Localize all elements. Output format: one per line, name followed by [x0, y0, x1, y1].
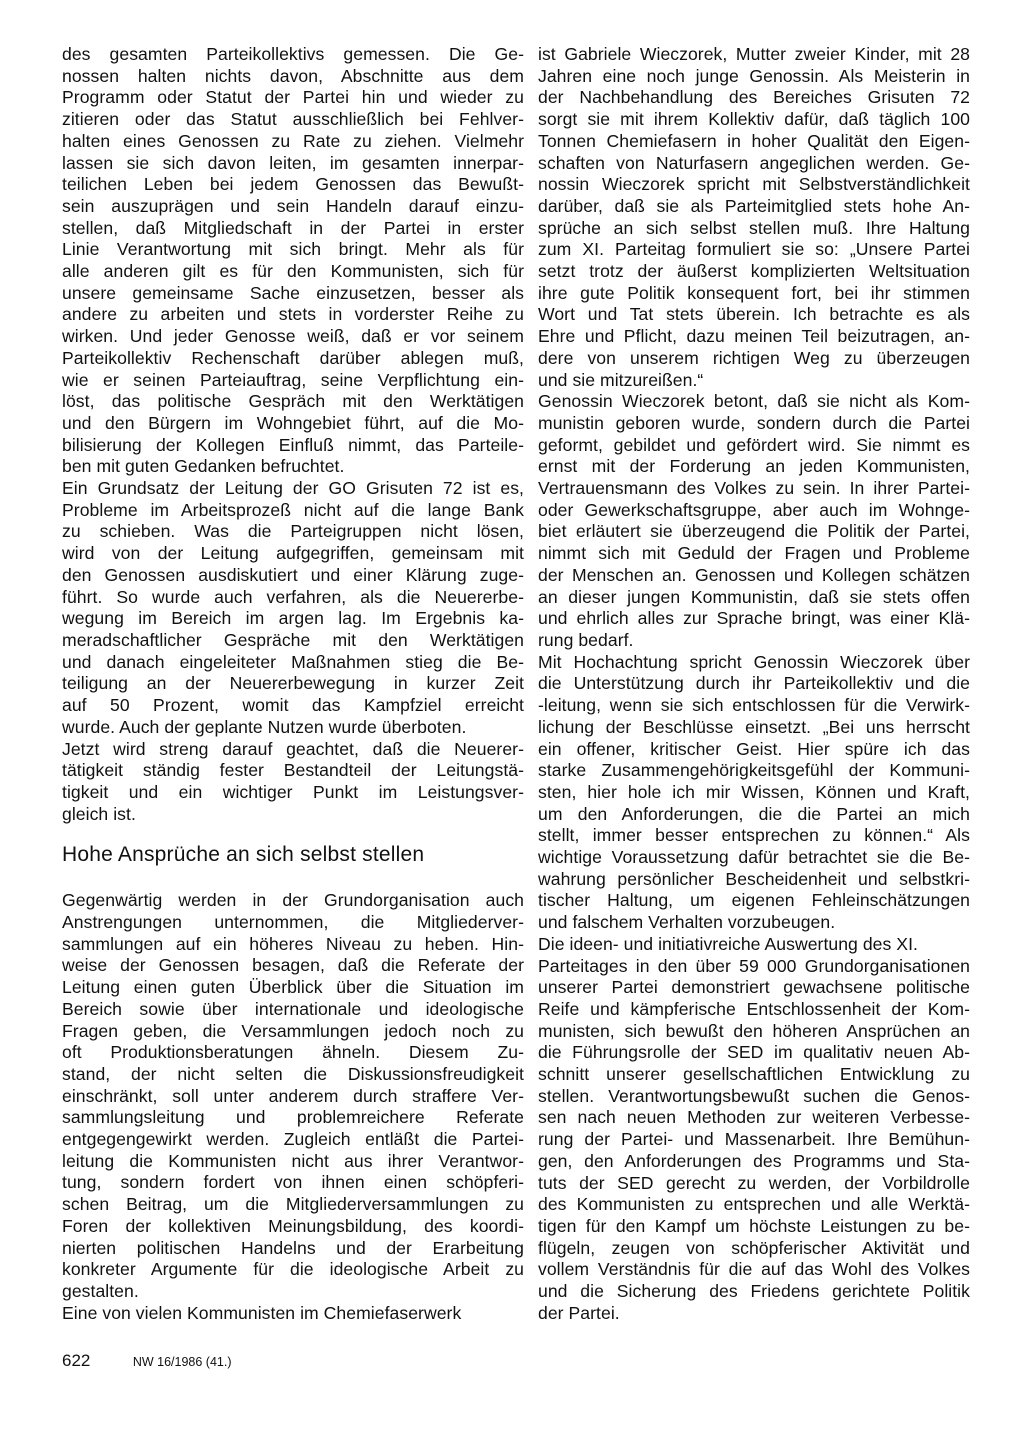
text-line: sprüche an sich selbst stellen muß. Ihre Haltung: [538, 217, 970, 238]
text-line: -leitung, wenn sie sich entschlossen für die Verwirk-: [538, 695, 970, 716]
text-line: munistin geboren wurde, sondern durch die Partei: [538, 412, 970, 433]
text-line: Fragen geben, die Versammlungen jedoch noch zu: [62, 1020, 524, 1041]
text-line: entgegengewirkt werden. Zugleich entläßt die Partei-: [62, 1129, 524, 1150]
text-line: starke Zusammengehörigkeitsgefühl der Kommuni-: [538, 760, 970, 781]
text-line: sen nach neuen Methoden zur weiteren Verbesse-: [538, 1107, 970, 1128]
section-heading: Hohe Ansprüche an sich selbst stellen: [62, 843, 425, 867]
text-line: dere von unserem richtigen Weg zu überzeugen: [538, 347, 970, 368]
text-line: den Genossen ausdiskutiert und einer Klärung zuge-: [62, 564, 524, 585]
text-line: andere zu arbeiten und stets in vorderster Reihe zu: [62, 304, 524, 325]
text-line: gen, den Anforderungen des Programms und Sta-: [538, 1150, 970, 1171]
text-line: darüber, daß sie als Parteimitglied stets hohe An-: [538, 195, 970, 216]
text-line: oder Gewerkschaftsgruppe, aber auch im Wohnge-: [538, 499, 970, 520]
text-line: Die ideen- und initiativreiche Auswertung des XI.: [538, 933, 918, 954]
text-line: zu schieben. Was die Parteigruppen nicht lösen,: [62, 521, 524, 542]
text-line: tätigkeit ständig fester Bestandteil der Leitungstä-: [62, 760, 524, 781]
text-line: Genossin Wieczorek betont, daß sie nicht als Kom-: [538, 391, 970, 412]
text-line: Parteikollektiv Rechenschaft darüber ablegen muß,: [62, 347, 524, 368]
text-line: teiligung an der Neuererbewegung in kurzer Zeit: [62, 673, 524, 694]
text-line: stand, der nicht selten die Diskussionsfreudigkeit: [62, 1063, 524, 1084]
text-line: einschränkt, soll unter anderem durch straffere Ver-: [62, 1085, 524, 1106]
text-line: oft Produktionsberatungen ähneln. Diesem Zu-: [62, 1042, 524, 1063]
text-line: ein offener, kritischer Geist. Hier spüre ich das: [538, 738, 970, 759]
text-line: munisten, sich bewußt den höheren Ansprüchen an: [538, 1020, 970, 1041]
text-line: an dieser jungen Kommunistin, daß sie stets offen: [538, 586, 970, 607]
text-line: Reife und kämpferische Entschlossenheit der Kom-: [538, 998, 970, 1019]
text-line: ist Gabriele Wieczorek, Mutter zweier Kinder, mit 28: [538, 44, 970, 64]
text-line: unserer Partei demonstriert gewachsene politische: [538, 977, 970, 998]
text-line: Ehre und Pflicht, dazu meinen Teil beizutragen, an-: [538, 326, 970, 347]
text-line: wird von der Leitung aufgegriffen, gemeinsam mit: [62, 543, 524, 564]
text-line: sein auszuprägen und sein Handeln darauf einzu-: [62, 195, 524, 216]
text-line: Leitung einen guten Überblick über die Situation im: [62, 977, 524, 998]
text-line: nimmt sich mit Geduld der Fragen und Probleme: [538, 543, 970, 564]
text-line: Jahren eine noch junge Genossin. Als Meisterin in: [538, 65, 970, 86]
text-line: der Menschen an. Genossen und Kollegen schätzen: [538, 564, 970, 585]
text-line: und falschem Verhalten vorzubeugen.: [538, 912, 836, 933]
text-line: sammlungen auf ein höheres Niveau zu heben. Hin-: [62, 933, 524, 954]
text-line: schen Beitrag, um die Mitgliederversammlungen zu: [62, 1194, 524, 1215]
text-line: des Kommunisten zu entsprechen und alle Werktä-: [538, 1194, 970, 1215]
text-line: weise der Genossen besagen, daß die Referate der: [62, 955, 524, 976]
text-line: setzt trotz der äußerst komplizierten Weltsituation: [538, 261, 970, 282]
left-column: [62, 44, 524, 1324]
text-line: die Unterstützung durch ihr Parteikollektiv und die: [538, 673, 970, 694]
text-line: vollem Verständnis für die auf das Wohl des Volkes: [538, 1259, 970, 1280]
left-text-block-2: [62, 890, 524, 1324]
text-line: tung, sondern fordert von ihnen einen schöpferi-: [62, 1172, 524, 1193]
text-line: ihre gute Politik konsequent fort, bei ihr stimmen: [538, 282, 970, 303]
text-line: konkreter Argumente für die ideologische Arbeit zu: [62, 1259, 524, 1280]
text-line: zum XI. Parteitag formuliert sie so: „Unsere Partei: [538, 239, 970, 260]
text-line: halten eines Genossen zu Rate zu ziehen. Vielmehr: [62, 130, 524, 151]
text-line: nossin Wieczorek spricht mit Selbstverständlichkeit: [538, 174, 970, 195]
text-line: tischer Haltung, um eigenen Fehleinschätzungen: [538, 890, 970, 911]
text-line: tuts der SED gerecht zu werden, der Vorbildrolle: [538, 1172, 970, 1193]
text-line: wurde. Auch der geplante Nutzen wurde überboten.: [62, 716, 467, 737]
text-line: bilisierung der Kollegen Einfluß nimmt, das Parteile-: [62, 434, 524, 455]
text-line: tigkeit und ein wichtiger Punkt im Leistungsver-: [62, 781, 524, 802]
left-text-block-1: [62, 44, 524, 825]
text-line: alle anderen gilt es für den Kommunisten, sich für: [62, 261, 524, 282]
text-line: flügeln, zeugen von schöpferischer Aktivität und: [538, 1237, 970, 1258]
right-text-block: [538, 44, 970, 1324]
text-line: Vertrauensmann des Volkes zu sein. In ihrer Partei-: [538, 478, 970, 499]
text-line: geformt, gebildet und gefördert wird. Sie nimmt es: [538, 434, 970, 455]
text-line: wirken. Und jeder Genosse weiß, daß er vor seinem: [62, 326, 524, 347]
text-line: Ein Grundsatz der Leitung der GO Grisuten 72 ist es,: [62, 478, 524, 499]
text-line: ben mit guten Gedanken befruchtet.: [62, 456, 345, 477]
text-line: Jetzt wird streng darauf geachtet, daß die Neuerer-: [62, 738, 524, 759]
text-line: um den Anforderungen, die die Partei an mich: [538, 803, 970, 824]
text-line: meradschaftlicher Gespräche mit den Werktätigen: [62, 629, 524, 650]
text-line: löst, das politische Gespräch mit den Werktätigen: [62, 391, 524, 412]
right-column: [538, 44, 970, 1324]
text-line: rung bedarf.: [538, 629, 634, 650]
text-line: Probleme im Arbeitsprozeß nicht auf die lange Bank: [62, 499, 524, 520]
text-line: Gegenwärtig werden in der Grundorganisation auch: [62, 890, 524, 911]
text-line: Linie Verantwortung mit sich bringt. Mehr als für: [62, 239, 524, 260]
text-line: der Nachbehandlung des Bereiches Grisuten 72: [538, 87, 970, 108]
text-line: führt. So wurde auch verfahren, als die Neuererbe-: [62, 586, 524, 607]
text-line: leitung die Kommunisten nicht aus ihrer Verantwor-: [62, 1150, 524, 1171]
text-line: stellen, daß Mitgliedschaft in der Partei in erster: [62, 217, 524, 238]
text-line: und ehrlich alles zur Sprache bringt, was einer Klä-: [538, 608, 970, 629]
text-line: schnitt unserer gesellschaftlichen Entwicklung zu: [538, 1064, 970, 1085]
page-number: 622: [62, 1351, 91, 1370]
text-line: Programm oder Statut der Partei hin und wieder zu: [62, 87, 524, 108]
text-line: nierten politischen Handelns und der Erarbeitung: [62, 1237, 524, 1258]
text-line: und den Bürgern im Wohngebiet führt, auf die Mo-: [62, 412, 524, 433]
text-line: auf 50 Prozent, womit das Kampfziel erreicht: [62, 695, 524, 716]
text-line: die Führungsrolle der SED im qualitativ neuen Ab-: [538, 1042, 970, 1063]
text-line: stellen. Verantwortungsbewußt suchen die Genos-: [538, 1085, 970, 1106]
text-line: des gesamten Parteikollektivs gemessen. Die Ge-: [62, 44, 524, 64]
text-line: teilichen Leben bei jedem Genossen das Bewußt-: [62, 174, 524, 195]
text-line: lassen sie sich davon leiten, im gesamten innerpar-: [62, 152, 524, 173]
text-line: wie er seinen Parteiauftrag, seine Verpflichtung ein-: [62, 369, 524, 390]
text-line: unsere gemeinsame Sache einzusetzen, besser als: [62, 282, 524, 303]
text-line: Tonnen Chemiefasern in hoher Qualität den Eigen-: [538, 130, 970, 151]
text-line: Anstrengungen unternommen, die Mitgliederver-: [62, 912, 524, 933]
text-line: der Partei.: [538, 1302, 620, 1323]
text-line: und danach eingeleiteter Maßnahmen stieg die Be-: [62, 651, 524, 672]
text-line: sorgt sie mit ihrem Kollektiv dafür, daß täglich 100: [538, 109, 970, 130]
text-line: Parteitages in den über 59 000 Grundorganisationen: [538, 955, 970, 976]
text-line: wahrung persönlicher Bescheidenheit und selbstkri-: [538, 868, 970, 889]
text-line: und sie mitzureißen.“: [538, 369, 704, 390]
text-line: biet erläutert sie überzeugend die Politik der Partei,: [538, 521, 970, 542]
text-line: rung der Partei- und Massenarbeit. Ihre Bemühun-: [538, 1129, 970, 1150]
text-line: zitieren oder das Statut ausschließlich bei Fehlver-: [62, 109, 524, 130]
text-line: sammlungsleitung und problemreichere Referate: [62, 1107, 524, 1128]
text-line: und die Sicherung des Friedens gerichtete Politik: [538, 1281, 970, 1302]
text-line: gleich ist.: [62, 803, 136, 824]
text-line: Foren der kollektiven Meinungsbildung, des koordi-: [62, 1215, 524, 1236]
text-line: sten, hier hole ich mir Wissen, Können und Kraft,: [538, 781, 970, 802]
text-line: stellt, immer besser entsprechen zu können.“ Als: [538, 825, 970, 846]
text-line: Mit Hochachtung spricht Genossin Wieczorek über: [538, 651, 970, 672]
text-line: schaften von Naturfasern angeglichen werden. Ge-: [538, 152, 970, 173]
text-line: ernst mit der Forderung an jeden Kommunisten,: [538, 456, 970, 477]
text-line: gestalten.: [62, 1280, 139, 1301]
text-line: nossen halten nichts davon, Abschnitte aus dem: [62, 65, 524, 86]
text-line: Bereich sowie über internationale und ideologische: [62, 998, 524, 1019]
text-line: lichung der Beschlüsse einsetzt. „Bei uns herrscht: [538, 716, 970, 737]
text-line: tigen für den Kampf um höchste Leistungen zu be-: [538, 1215, 970, 1236]
issue-reference: NW 16/1986 (41.): [132, 1355, 232, 1369]
text-line: wegung im Bereich im argen lag. Im Ergebnis ka-: [62, 608, 524, 629]
text-line: Eine von vielen Kommunisten im Chemiefaserwerk: [62, 1302, 462, 1323]
text-line: wichtige Voraussetzung dafür betrachtet sie die Be-: [538, 847, 970, 868]
page-footer: [62, 1351, 232, 1371]
text-line: Wort und Tat stets überein. Ich betrachte es als: [538, 304, 970, 325]
